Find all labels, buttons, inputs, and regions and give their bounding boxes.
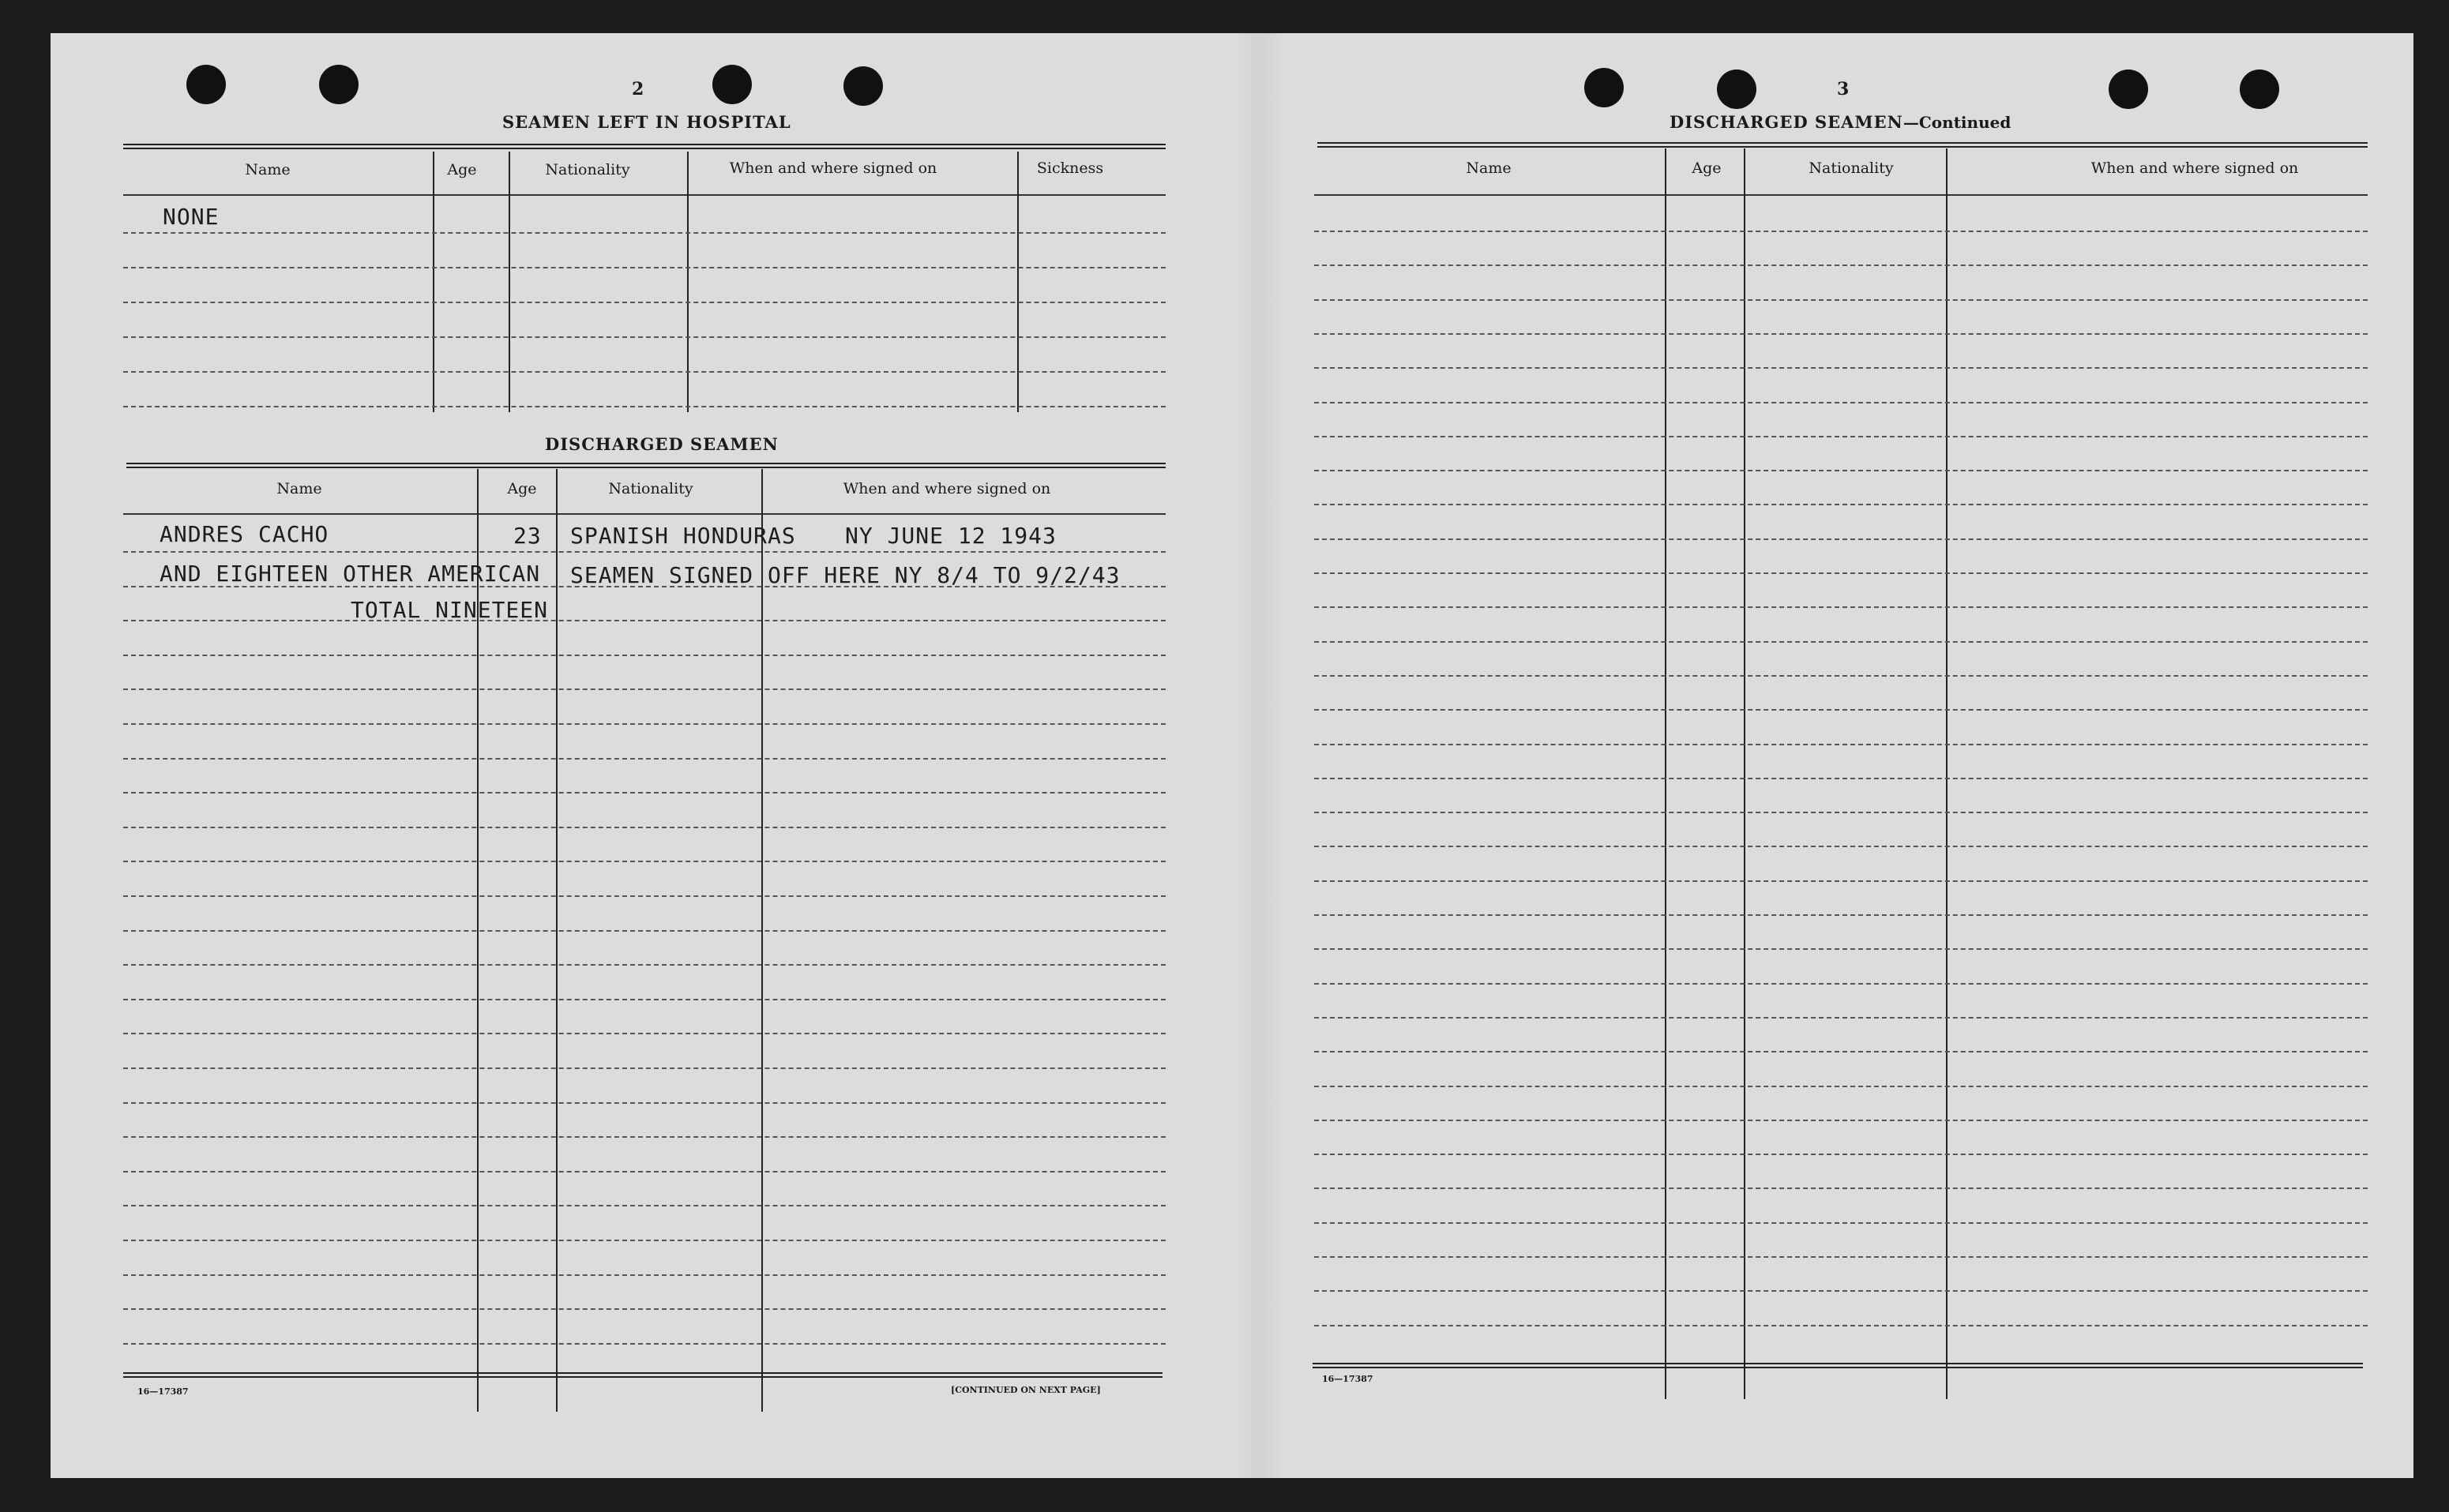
row-line xyxy=(1314,1154,2368,1155)
row-line xyxy=(123,267,1166,268)
row-line xyxy=(1314,333,2368,335)
row-line xyxy=(123,1136,1166,1138)
summary-line-rest: SEAMEN SIGNED OFF HERE NY 8/4 TO 9/2/43 xyxy=(570,562,1121,588)
row-line xyxy=(1314,1222,2368,1224)
col-header-signed-on: When and where signed on xyxy=(2090,159,2299,177)
row-line xyxy=(123,586,1166,587)
punch-hole xyxy=(843,66,883,106)
col-header-nationality: Nationality xyxy=(608,480,693,497)
seaman-name: ANDRES CACHO xyxy=(160,521,329,547)
continued-note: [CONTINUED ON NEXT PAGE] xyxy=(951,1385,1101,1395)
punch-hole xyxy=(2240,69,2279,109)
seaman-nationality: SPANISH HONDURAS xyxy=(570,523,796,549)
row-line xyxy=(1314,606,2368,608)
row-line xyxy=(123,232,1166,234)
row-line xyxy=(1314,402,2368,403)
row-line xyxy=(1314,675,2368,677)
row-line xyxy=(123,1067,1166,1069)
row-line xyxy=(1314,572,2368,574)
col-header-sickness: Sickness xyxy=(1036,159,1104,177)
column-divider xyxy=(433,152,434,412)
row-line xyxy=(1314,846,2368,847)
row-line xyxy=(1314,709,2368,711)
punch-hole xyxy=(186,65,226,104)
header-rule xyxy=(123,194,1166,196)
row-line xyxy=(123,1171,1166,1172)
row-line xyxy=(1314,778,2368,779)
row-line xyxy=(1314,1290,2368,1292)
row-line xyxy=(1314,1325,2368,1326)
row-line xyxy=(123,1308,1166,1310)
row-line xyxy=(123,758,1166,760)
column-divider xyxy=(556,469,558,1412)
row-line xyxy=(123,551,1166,553)
col-header-age: Age xyxy=(447,161,477,178)
row-line xyxy=(1314,299,2368,301)
row-line xyxy=(123,895,1166,897)
row-line xyxy=(123,723,1166,725)
row-line xyxy=(1314,436,2368,437)
col-header-name: Name xyxy=(1466,159,1512,177)
row-line xyxy=(1314,744,2368,745)
punch-hole xyxy=(2109,69,2148,109)
column-divider xyxy=(509,152,510,412)
row-line xyxy=(123,1343,1166,1345)
discharged-section-title: DISCHARGED SEAMEN xyxy=(545,434,779,454)
row-line xyxy=(1314,504,2368,505)
page-number: 2 xyxy=(632,79,644,99)
row-line xyxy=(1314,880,2368,882)
row-line xyxy=(123,964,1166,966)
table-top-rule xyxy=(1317,142,2368,148)
form-number: 16—17387 xyxy=(137,1386,189,1397)
row-line xyxy=(1314,231,2368,232)
col-header-nationality: Nationality xyxy=(1809,159,1894,177)
row-line xyxy=(1314,1086,2368,1087)
hospital-section-title: SEAMEN LEFT IN HOSPITAL xyxy=(502,112,791,132)
column-divider xyxy=(1017,152,1019,412)
row-line xyxy=(1314,812,2368,813)
row-line xyxy=(123,1205,1166,1206)
row-line xyxy=(123,792,1166,794)
punch-hole xyxy=(1584,68,1624,107)
row-line xyxy=(123,1274,1166,1276)
row-line xyxy=(1314,983,2368,985)
column-divider xyxy=(1665,148,1666,1399)
row-line xyxy=(123,688,1166,690)
col-header-age: Age xyxy=(1692,159,1722,177)
header-rule xyxy=(123,513,1166,515)
row-line xyxy=(1314,1017,2368,1019)
seaman-signed-on: NY JUNE 12 1943 xyxy=(845,523,1057,549)
row-line xyxy=(123,406,1166,407)
col-header-age: Age xyxy=(507,480,537,497)
document-sheet xyxy=(51,33,2413,1478)
form-number: 16—17387 xyxy=(1322,1374,1373,1384)
seaman-age: 23 xyxy=(513,523,542,549)
col-header-name: Name xyxy=(276,480,322,497)
row-line xyxy=(123,930,1166,932)
col-header-signed-on: When and where signed on xyxy=(843,480,1051,497)
row-line xyxy=(1314,538,2368,540)
hospital-entry-name: NONE xyxy=(163,204,220,230)
row-line xyxy=(123,827,1166,828)
row-line xyxy=(123,655,1166,656)
row-line xyxy=(123,1102,1166,1104)
col-header-nationality: Nationality xyxy=(545,161,630,178)
row-line xyxy=(123,1240,1166,1241)
column-divider xyxy=(1946,148,1948,1399)
row-line xyxy=(1314,1120,2368,1121)
row-line xyxy=(1314,948,2368,950)
row-line xyxy=(1314,1187,2368,1189)
table-bottom-rule xyxy=(123,1372,1163,1378)
page-number: 3 xyxy=(1837,79,1850,99)
row-line xyxy=(123,302,1166,303)
header-rule xyxy=(1314,194,2368,196)
row-line xyxy=(1314,265,2368,266)
summary-line-name: AND EIGHTEEN OTHER AMERICAN xyxy=(160,561,541,587)
col-header-signed-on: When and where signed on xyxy=(729,159,937,177)
table-top-rule xyxy=(123,144,1166,149)
row-line xyxy=(1314,914,2368,916)
punch-hole xyxy=(319,65,359,104)
total-line: TOTAL NINETEEN xyxy=(351,597,549,623)
column-divider xyxy=(1744,148,1745,1399)
row-line xyxy=(123,999,1166,1000)
row-line xyxy=(123,620,1166,621)
column-divider xyxy=(687,152,689,412)
col-header-name: Name xyxy=(245,161,291,178)
punch-hole xyxy=(712,65,752,104)
row-line xyxy=(123,861,1166,862)
page-fold xyxy=(1235,33,1283,1478)
table-top-rule xyxy=(126,463,1166,468)
title-continued: —Continued xyxy=(1902,113,2011,132)
row-line xyxy=(123,371,1166,373)
row-line xyxy=(123,336,1166,338)
title-main: DISCHARGED SEAMEN xyxy=(1670,112,1903,132)
row-line xyxy=(1314,641,2368,643)
row-line xyxy=(1314,367,2368,369)
row-line xyxy=(1314,470,2368,471)
row-line xyxy=(1314,1256,2368,1258)
row-line xyxy=(1314,1051,2368,1052)
punch-hole xyxy=(1717,69,1756,109)
column-divider xyxy=(761,469,763,1412)
row-line xyxy=(123,1033,1166,1034)
continued-section-title xyxy=(1670,112,2011,132)
table-bottom-rule xyxy=(1313,1363,2363,1368)
